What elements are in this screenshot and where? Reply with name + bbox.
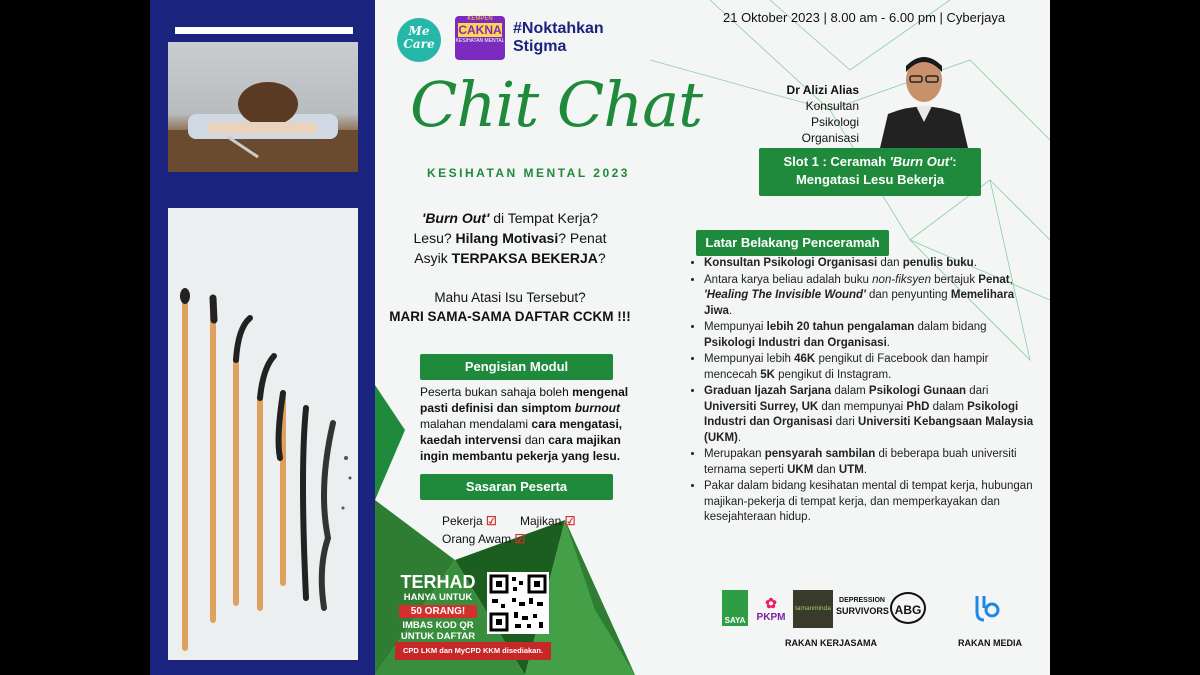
cta-line1: Mahu Atasi Isu Tersebut? [434,290,586,305]
center-column [375,0,703,675]
hashtag-line1: #Noktahkan [513,20,604,37]
cpd-note: CPD LKM dan MyCPD KKM disediakan. [395,642,551,660]
slot-l2: Mengatasi Lesu Bekerja [795,172,945,187]
rakan-kerjasama-label: RAKAN KERJASAMA [785,638,878,648]
dep-l1: DEPRESSION [839,597,885,604]
background-text: Universiti Surrey, UK [704,400,819,413]
poster [150,0,1050,675]
terhad-l4: IMBAS KOD QR [402,620,474,631]
slot-banner [759,148,981,196]
modul-l3a: malahan mendalami [420,417,532,431]
background-text: 46K [794,353,816,365]
intro-lesu: Lesu? [413,230,456,246]
sasaran-peserta-heading: Sasaran Peserta [420,474,613,500]
speaker-role-line1: Konsultan Psikologi [805,99,859,129]
modul-l2b: burnout [574,401,621,415]
background-text: UTM [838,463,864,476]
background-text: . [728,304,733,317]
background-text: Pakar dalam bidang kesihatan mental di tempat kerja, hubungan majikan-pekerja di tempat kerja, dan memperkayakan dan kesejahteraan hidup. [704,480,1033,523]
modul-l1a: Peserta bukan sahaja boleh [420,385,573,399]
background-item [704,273,1034,320]
registration-qr-code[interactable] [487,572,549,634]
dep-l2: SURVIVORS [836,606,889,616]
background-text: UKM [787,463,814,476]
pengisian-modul-heading: Pengisian Modul [420,354,613,380]
terhad-l3: 50 ORANG! [399,605,477,618]
hashtag-logo [513,20,604,56]
speaker-info [765,82,859,146]
background-text: PhD [906,400,930,413]
mecare-logo-line1: Me [408,24,430,38]
check-icon: ☑ [514,532,526,546]
people-icon: ✿ [765,595,777,611]
background-text: 5K [760,368,775,381]
background-text: dalam [929,400,968,413]
speaker-name: Dr Alizi Alias [786,83,859,97]
modul-l4c: cara majikan [548,433,621,447]
background-text: Mempunyai [704,321,767,333]
modul-l2a: pasti definisi dan simptom [420,401,575,415]
event-date-time-venue: 21 Oktober 2023 | 8.00 am - 6.00 pm | Cyberjaya [723,10,1006,25]
left-panel [150,0,375,675]
background-text: pengikut di Instagram. [774,368,892,381]
intro-penat: ? Penat [558,230,607,246]
intro-asyik: Asyik [414,250,452,266]
pkpm-label: PKPM [756,612,786,623]
modul-l4b: dan [521,433,549,447]
background-item [704,447,1034,478]
terhad-l2: HANYA UNTUK [403,592,473,603]
event-title: Chit Chat [410,68,703,141]
modul-l3b: cara mengatasi, [531,417,623,431]
cta-block [375,288,645,326]
background-text: Antara karya beliau adalah buku [704,273,873,286]
background-text: Psikologi Industri dan Organisasi [704,336,887,349]
background-text: 'Healing The Invisible Wound' [704,289,866,301]
background-text: . [737,431,742,444]
background-text: dan [877,257,903,269]
background-text: non-fiksyen [872,273,931,286]
background-text: Memelihara Jiwa [704,289,1015,317]
target-pekerja-label: Pekerja [442,514,483,528]
speaker-background-list [690,256,1034,527]
target-orang-awam [442,532,525,546]
background-text: Penat [978,273,1010,286]
target-orang-awam-label: Orang Awam [442,532,512,546]
target-pekerja [442,514,497,528]
cakna-top: KEMPEN [467,16,493,22]
background-text: lebih 20 tahun pengalaman [766,321,915,333]
depression-survivors-logo [836,596,888,616]
terhad-title: TERHAD [400,572,476,592]
cakna-sub: KESIHATAN MENTAL [455,38,505,44]
tamanminda-logo: tamanminda [793,590,833,628]
background-text: penulis buku [902,257,974,269]
background-text: dari [966,385,989,397]
hashtag-line2: Stigma [513,38,567,55]
modul-l1b: mengenal [572,385,629,399]
background-text: Mempunyai lebih [704,353,795,365]
abg-logo: ABG [890,592,926,624]
background-text: Graduan Ijazah Sarjana [704,385,832,397]
cakna-main: CAKNA [458,23,502,37]
speaker-photo [880,44,968,148]
cakna-logo [455,16,505,60]
latar-belakang-heading: Latar Belakang Penceramah [696,230,889,256]
background-text: Konsultan Psikologi Organisasi [704,257,878,269]
burnt-matches-photo [168,208,358,660]
background-text: dalam bidang [914,321,987,333]
speaker-role-line2: Organisasi [801,131,859,145]
background-text: dan penyunting [865,289,951,301]
intro-line1-rest: di Tempat Kerja? [489,210,599,226]
check-icon: ☑ [486,514,497,528]
slot-l1a: Slot 1 : Ceramah [783,154,890,169]
check-icon: ☑ [564,514,576,528]
background-text: Merupakan [704,448,765,460]
background-text: pengikut di Facebook dan hampir mencecah [704,353,989,381]
background-item [704,352,1034,383]
media-partner-icon [972,592,1002,626]
background-text: Psikologi Gunaan [868,385,967,397]
background-item [704,320,1034,351]
background-text: dan [813,463,839,476]
background-item [704,256,1034,272]
tired-worker-photo [168,42,358,172]
background-item [704,384,1034,446]
background-item [704,479,1034,526]
background-text: pensyarah sambilan [764,448,876,460]
modul-description [420,384,650,464]
pkpm-logo [754,594,788,626]
background-text: dari [832,416,859,428]
background-text: dalam [831,385,869,397]
modul-l5: ingin membantu pekerja yang lesu. [420,449,621,463]
terhad-block [395,572,481,642]
background-text: dan mempunyai [818,400,907,413]
terhad-l5: UNTUK DAFTAR [400,631,476,642]
background-text: Universiti Kebangsaan Malaysia (UKM) [704,416,1034,444]
saya-logo: SAYA [722,590,748,626]
event-subtitle: KESIHATAN MENTAL 2023 [427,166,630,180]
intro-questions [375,208,645,268]
intro-burnout: 'Burn Out' [421,210,490,226]
intro-terpaksa: TERPAKSA BEKERJA [451,250,598,266]
background-text: . [863,463,868,476]
background-text: . [973,257,977,269]
mecare-logo-line2: Care [403,37,435,51]
intro-qmark: ? [597,250,606,266]
background-text: bertajuk [930,273,979,286]
target-majikan-label: Majikan [520,514,562,528]
top-white-bar [175,27,353,34]
cta-line2: MARI SAMA-SAMA DAFTAR CCKM !!! [389,309,631,324]
background-text: Psikologi Industri dan Organisasi [704,400,1019,428]
modul-l4a: kaedah intervensi [420,433,522,447]
slot-l1b: 'Burn Out' [889,154,953,169]
background-text: , [1009,273,1013,286]
rakan-media-label: RAKAN MEDIA [958,638,1022,648]
background-text: . [886,336,890,349]
background-text: di beberapa buah universiti ternama seperti [704,448,1017,476]
intro-hilang-motivasi: Hilang Motivasi [455,230,559,246]
mecare-logo [397,18,441,62]
target-majikan [520,514,575,528]
slot-l1c: : [952,154,957,169]
